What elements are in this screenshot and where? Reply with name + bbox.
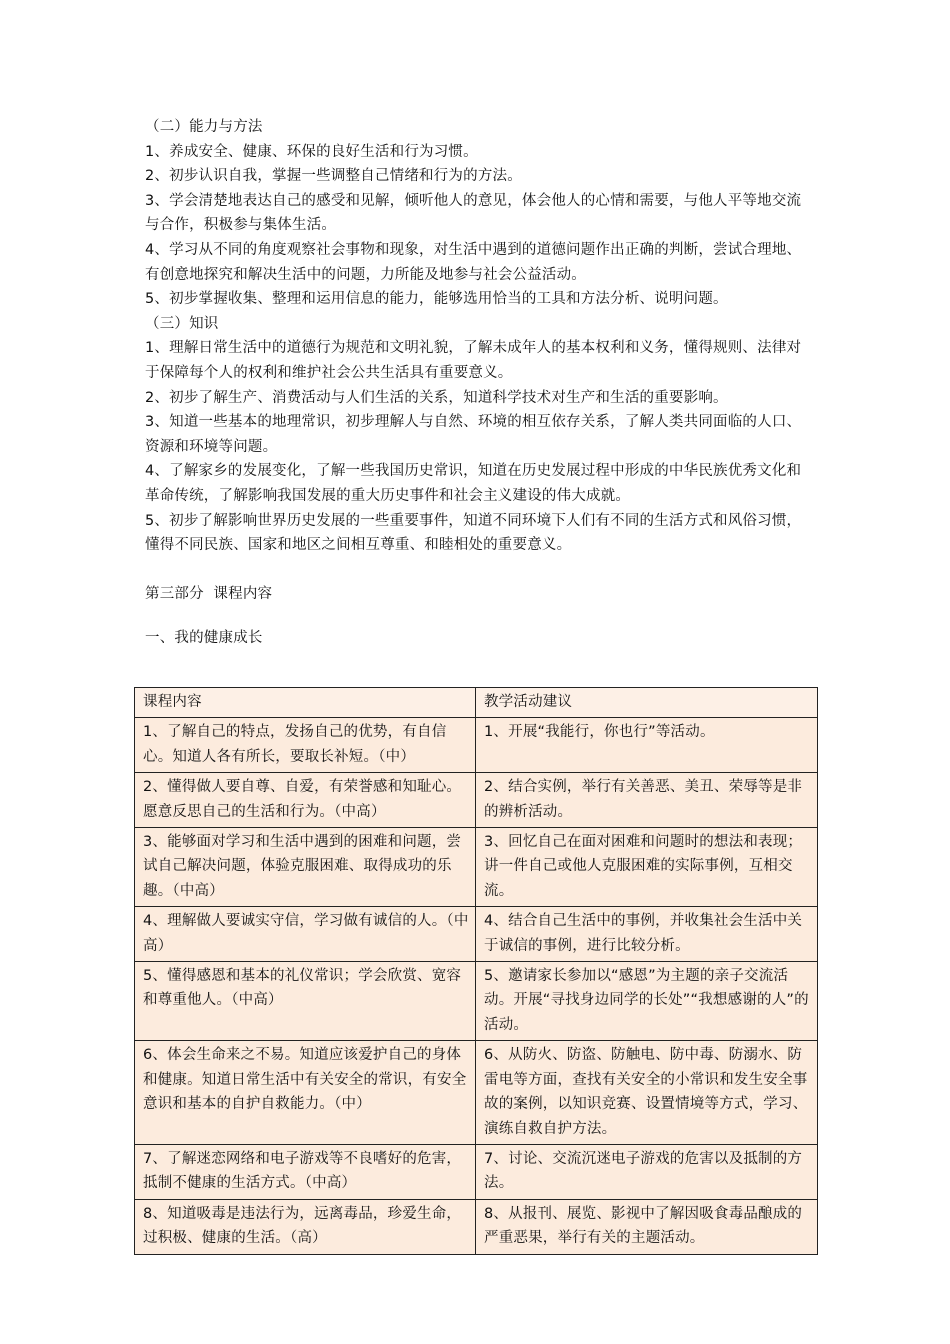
table-row xyxy=(135,828,818,907)
table-cell: 5、邀请家长参加以“感恩”为主题的亲子交流活动。开展“寻找身边同学的长处”“我想感谢的人”的活动。 xyxy=(476,962,818,1041)
list-item: 1、养成安全、健康、环保的良好生活和行为习惯。 xyxy=(145,143,478,160)
list-item: 1、理解日常生活中的道德行为规范和文明礼貌，了解未成年人的基本权利和义务，懂得规则、法律对于保障每个人的权利和维护社会公共生活具有重要意义。 xyxy=(145,340,802,381)
table-cell: 7、了解迷恋网络和电子游戏等不良嗜好的危害，抵制不健康的生活方式。（中高） xyxy=(135,1144,476,1199)
section-heading-abilities: （二）能力与方法 xyxy=(145,119,263,135)
list-item: 4、了解家乡的发展变化，了解一些我国历史常识，知道在历史发展过程中形成的中华民族优秀文化和革命传统，了解影响我国发展的重大历史事件和社会主义建设的伟大成就。 xyxy=(145,463,802,504)
table-row xyxy=(135,1144,818,1199)
table-cell: 3、回忆自己在面对困难和问题时的想法和表现；讲一件自己或他人克服困难的实际事例，互相交流。 xyxy=(476,828,818,907)
table-row xyxy=(135,718,818,773)
table-header-row xyxy=(135,688,818,718)
table-row xyxy=(135,1199,818,1254)
list-item: 3、知道一些基本的地理常识，初步理解人与自然、环境的相互依存关系，了解人类共同面临的人口、资源和环境等问题。 xyxy=(145,414,802,455)
table-cell: 2、结合实例，举行有关善恶、美丑、荣辱等是非的辨析活动。 xyxy=(476,773,818,828)
table-cell: 6、体会生命来之不易。知道应该爱护自己的身体和健康。知道日常生活中有关安全的常识，有安全意识和基本的自护自救能力。（中） xyxy=(135,1041,476,1145)
table-cell: 4、结合自己生活中的事例，并收集社会生活中关于诚信的事例，进行比较分析。 xyxy=(476,907,818,962)
list-item: 2、初步了解生产、消费活动与人们生活的关系，知道科学技术对生产和生活的重要影响。 xyxy=(145,389,728,406)
table-cell: 4、理解做人要诚实守信，学习做有诚信的人。（中高） xyxy=(135,907,476,962)
list-item: 2、初步认识自我，掌握一些调整自己情绪和行为的方法。 xyxy=(145,168,522,185)
table-cell: 7、讨论、交流沉迷电子游戏的危害以及抵制的方法。 xyxy=(476,1144,818,1199)
table-cell: 5、懂得感恩和基本的礼仪常识；学会欣赏、宽容和尊重他人。（中高） xyxy=(135,962,476,1041)
table-cell: 1、开展“我能行，你也行”等活动。 xyxy=(476,718,818,773)
table-cell: 1、了解自己的特点，发扬自己的优势，有自信心。知道人各有所长，要取长补短。（中） xyxy=(135,718,476,773)
table-row xyxy=(135,907,818,962)
list-item: 4、学习从不同的角度观察社会事物和现象，对生活中遇到的道德问题作出正确的判断，尝试合理地、有创意地探究和解决生活中的问题，力所能及地参与社会公益活动。 xyxy=(145,241,802,283)
table-row xyxy=(135,1041,818,1145)
table-cell: 3、能够面对学习和生活中遇到的困难和问题，尝试自己解决问题，体验克服困难、取得成功的乐趣。（中高） xyxy=(135,828,476,907)
unit-title: 一、我的健康成长 xyxy=(145,630,263,647)
list-item: 3、学会清楚地表达自己的感受和见解，倾听他人的意见，体会他人的心情和需要，与他人平等地交流与合作，积极参与集体生活。 xyxy=(145,192,802,234)
column-header-content: 课程内容 xyxy=(135,688,476,718)
table-cell: 2、懂得做人要自尊、自爱，有荣誉感和知耻心。愿意反思自己的生活和行为。（中高） xyxy=(135,773,476,828)
list-item: 5、初步掌握收集、整理和运用信息的能力，能够选用恰当的工具和方法分析、说明问题。 xyxy=(145,291,728,308)
table-cell: 6、从防火、防盗、防触电、防中毒、防溺水、防雷电等方面，查找有关安全的小常识和发生安全事故的案例，以知识竞赛、设置情境等方式，学习、演练自救自护方法。 xyxy=(476,1041,818,1145)
table-cell: 8、知道吸毒是违法行为，远离毒品，珍爱生命，过积极、健康的生活。（高） xyxy=(135,1199,476,1254)
course-content-table xyxy=(134,687,818,1255)
table-row xyxy=(135,962,818,1041)
list-item: 5、初步了解影响世界历史发展的一些重要事件，知道不同环境下人们有不同的生活方式和风俗习惯，懂得不同民族、国家和地区之间相互尊重、和睦相处的重要意义。 xyxy=(145,512,802,554)
table-cell: 8、从报刊、展览、影视中了解因吸食毒品酿成的严重恶果，举行有关的主题活动。 xyxy=(476,1199,818,1254)
document-body xyxy=(145,115,815,651)
part-title: 第三部分 课程内容 xyxy=(145,585,273,602)
table-row xyxy=(135,773,818,828)
section-heading-knowledge: （三）知识 xyxy=(145,315,219,332)
column-header-activities: 教学活动建议 xyxy=(476,688,818,718)
